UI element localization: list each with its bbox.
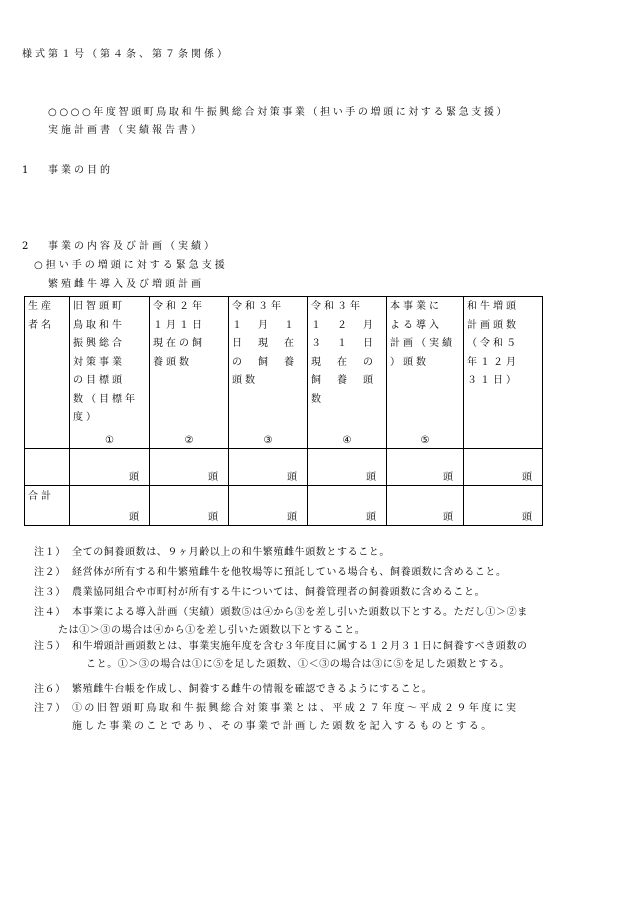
unit-label: 頭 — [287, 512, 297, 523]
table-header-row — [25, 297, 543, 449]
header-line: 令和３年 — [232, 301, 284, 312]
total-cell[interactable] — [150, 486, 229, 526]
header-line: （令和５ — [467, 338, 519, 349]
note-label: 注７） — [34, 703, 66, 714]
header-line: の目標頭 — [73, 375, 125, 386]
note-label: 注２） — [34, 567, 66, 578]
value-cell[interactable] — [464, 449, 543, 486]
header-line: 和牛増頭 — [467, 301, 519, 312]
note-text: 施した事業のことであり、その事業で計画した頭数を記入するものとする。 — [72, 721, 494, 732]
marker-2: ② — [184, 435, 194, 446]
section1-heading: 事業の目的 — [48, 165, 113, 176]
form-number: 様式第１号（第４条、第７条関係） — [22, 49, 230, 60]
unit-label: 頭 — [366, 512, 376, 523]
header-line: 数 — [311, 393, 324, 405]
note-text: こと。①＞③の場合は①に⑤を足した頭数、①＜③の場合は③に⑤を足した頭数とする。 — [86, 659, 510, 670]
section1-number: 1 — [22, 165, 32, 176]
header-line: 令和３年 — [311, 301, 363, 312]
section2-table-caption: 繁殖雌牛導入及び増頭計画 — [48, 279, 204, 290]
value-cell[interactable] — [150, 449, 229, 486]
unit-label: 頭 — [129, 472, 139, 483]
note-text: 経営体が所有する和牛繁殖雌牛を他牧場等に預託している場合も、飼養頭数に含めること。 — [72, 567, 507, 578]
header-line: 年１２月 — [467, 356, 519, 368]
unit-label: 頭 — [287, 472, 297, 483]
header-line: 振興総合 — [73, 338, 125, 349]
note-text: 本事業による導入計画（実績）頭数⑤は④から③を差し引いた頭数以下とする。ただし①＞②ま — [72, 607, 528, 618]
header-line: 計画（実績 — [390, 338, 455, 349]
header-cell-target-count — [70, 297, 150, 449]
note-label: 注５） — [34, 641, 66, 652]
note-label: 注６） — [34, 684, 66, 695]
header-line: １ ２ 月 — [311, 319, 376, 331]
header-cell-count-r3-jan — [229, 297, 308, 449]
section2-number: 2 — [22, 241, 32, 252]
value-cell[interactable] — [70, 449, 150, 486]
header-line: 度） — [73, 412, 99, 423]
total-label-cell — [25, 486, 70, 526]
unit-label: 頭 — [522, 472, 532, 483]
header-line: １月１日 — [153, 319, 205, 331]
marker-5: ⑤ — [420, 435, 430, 446]
note-label: 注４） — [34, 607, 66, 618]
table-total-row — [25, 486, 543, 526]
note-label: 注３） — [34, 587, 66, 598]
header-line: 計画頭数 — [467, 319, 519, 331]
header-cell-count-r2 — [150, 297, 229, 449]
header-cell-increase-plan — [464, 297, 543, 449]
table-row — [25, 449, 543, 486]
marker-4: ④ — [342, 435, 352, 446]
value-cell[interactable] — [387, 449, 464, 486]
note-label: 注１） — [34, 547, 66, 558]
header-line: 対策事業 — [73, 356, 125, 368]
header-line: 鳥取和牛 — [73, 319, 125, 331]
header-line: ）頭数 — [390, 356, 429, 368]
total-cell[interactable] — [464, 486, 543, 526]
value-cell[interactable] — [229, 449, 308, 486]
header-line: 数（目標年 — [73, 393, 138, 405]
marker-3: ③ — [263, 435, 273, 446]
header-line: ３ １ 日 — [311, 338, 376, 349]
header-line: 本事業に — [390, 301, 442, 312]
note-text: 繁殖雌牛台帳を作成し、飼養する雌牛の情報を確認できるようにすること。 — [72, 684, 433, 695]
header-line: １ 月 １ — [232, 319, 297, 331]
header-line: 者名 — [28, 319, 54, 331]
header-cell-introduction-plan — [387, 297, 464, 449]
note-text: 全ての飼養頭数は、９ヶ月齢以上の和牛繁殖雌牛頭数とすること。 — [72, 547, 390, 558]
unit-label: 頭 — [443, 512, 453, 523]
unit-label: 頭 — [129, 512, 139, 523]
header-line: 飼 養 頭 — [311, 375, 376, 386]
marker-1: ① — [105, 435, 114, 446]
note-text: 和牛増頭計画頭数とは、事業実施年度を含む３年度目に属する１２月３１日に飼養すべき頭数の — [72, 641, 528, 652]
header-cell-count-r3-dec — [308, 297, 387, 449]
total-cell[interactable] — [308, 486, 387, 526]
header-line: の 飼 養 — [232, 356, 297, 368]
header-line: ３１日） — [467, 375, 519, 386]
document-title-line1: ○○○○年度智頭町鳥取和牛振興総合対策事業（担い手の増頭に対する緊急支援） — [48, 107, 510, 118]
header-line: 現在の飼 — [153, 338, 205, 349]
section2-subheading: ○担い手の増頭に対する緊急支援 — [34, 260, 228, 271]
total-cell[interactable] — [387, 486, 464, 526]
section2-heading: 事業の内容及び計画（実績） — [48, 241, 217, 252]
total-cell[interactable] — [229, 486, 308, 526]
unit-label: 頭 — [443, 472, 453, 483]
note-text: ①の旧智頭町鳥取和牛振興総合対策事業とは、平成２７年度～平成２９年度に実 — [72, 703, 519, 714]
header-line: 現 在 の — [311, 356, 376, 368]
header-line: 養頭数 — [153, 356, 192, 368]
total-label: 合計 — [28, 491, 54, 502]
unit-label: 頭 — [366, 472, 376, 483]
note-text: たは①＞③の場合は④から①を差し引いた頭数以下とすること。 — [58, 625, 366, 636]
unit-label: 頭 — [522, 512, 532, 523]
header-line: 旧智頭町 — [73, 301, 125, 312]
unit-label: 頭 — [208, 512, 218, 523]
unit-label: 頭 — [208, 472, 218, 483]
plan-table — [24, 296, 543, 526]
value-cell[interactable] — [308, 449, 387, 486]
producer-name-cell[interactable] — [25, 449, 70, 486]
document-title-line2: 実施計画書（実績報告書） — [48, 125, 204, 136]
header-line: 令和２年 — [153, 301, 205, 312]
total-cell[interactable] — [70, 486, 150, 526]
header-line: 日 現 在 — [232, 338, 297, 349]
header-line: よる導入 — [390, 319, 442, 331]
header-cell-producer — [25, 297, 70, 449]
header-line: 生産 — [28, 301, 54, 312]
note-text: 農業協同組合や市町村が所有する牛については、飼養管理者の飼養頭数に含めること。 — [72, 587, 486, 598]
header-line: 頭数 — [232, 375, 258, 386]
